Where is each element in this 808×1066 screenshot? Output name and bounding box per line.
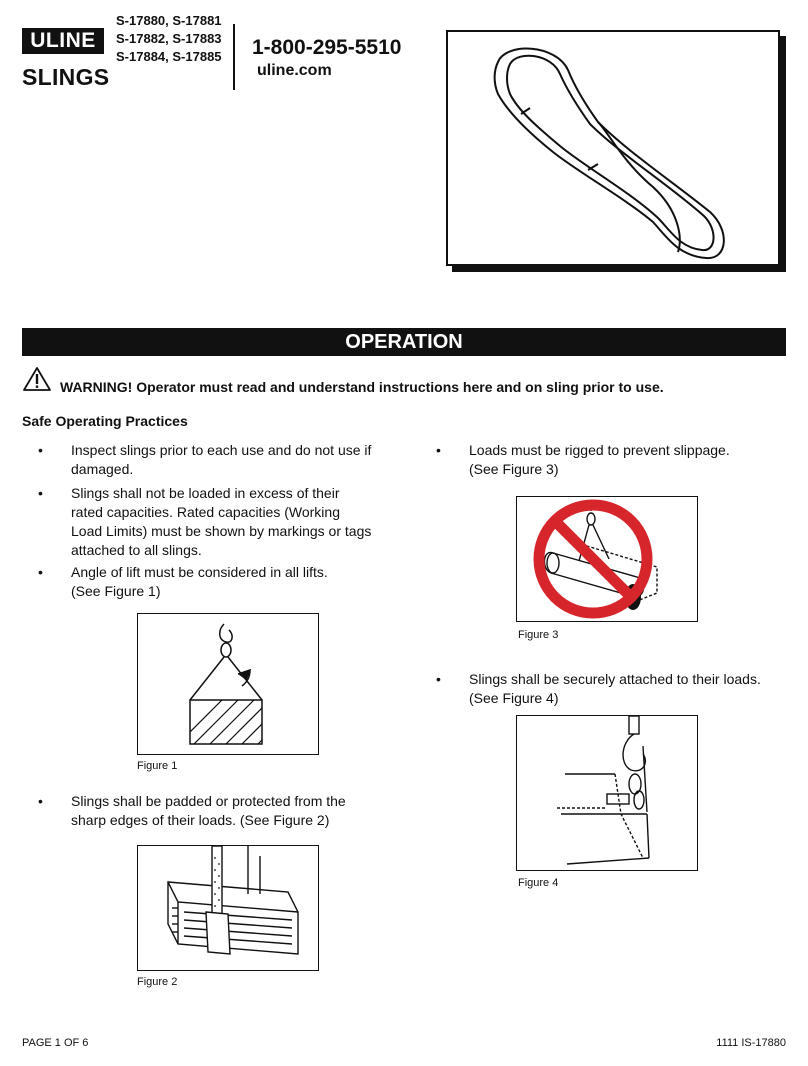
figure-2-caption: Figure 2 [137,976,178,988]
figure-2 [137,845,319,971]
hook-attachment-icon [517,716,699,872]
prohibited-rigging-icon [517,497,699,623]
list-item [436,670,786,710]
figure-3 [516,496,698,622]
padded-sling-icon [138,846,320,972]
list-item [38,484,398,562]
bullet-line: Slings shall be securely attached to their loads. [469,671,761,687]
bullet-line: Loads must be rigged to prevent slippage. [469,442,730,458]
list-item [38,563,398,603]
bullet-dot: • [436,671,441,687]
bullet-line: attached to all slings. [71,542,202,558]
list-item [436,441,786,481]
figure-4-caption: Figure 4 [518,877,559,889]
bullet-dot: • [436,442,441,458]
bullet-line: Slings shall be padded or protected from the [71,793,346,809]
bullet-line: (See Figure 1) [71,583,161,599]
warning-text: WARNING! Operator must read and understand instructions here and on sling prior to use. [60,379,664,395]
angle-of-lift-icon [138,614,320,756]
bullet-dot: • [38,793,43,809]
model-line: S-17880, S-17881 [116,13,222,28]
warning-triangle-icon [22,366,52,392]
figure-1 [137,613,319,755]
model-line: S-17884, S-17885 [116,49,222,64]
list-item [38,792,398,832]
document-code: 1111 IS-17880 [716,1037,786,1049]
model-line: S-17882, S-17883 [116,31,222,46]
bullet-line: damaged. [71,461,134,477]
list-item [38,441,398,481]
bullet-dot: • [38,485,43,501]
bullet-dot: • [38,564,43,580]
bullet-line: sharp edges of their loads. (See Figure 2) [71,812,330,828]
website-link[interactable]: uline.com [257,62,332,79]
page-number: PAGE 1 OF 6 [22,1037,89,1049]
document-title: SLINGS [22,64,110,90]
bullet-line: Load Limits) must be shown by markings or tags [71,523,372,539]
bullet-dot: • [38,442,43,458]
bullet-line: (See Figure 3) [469,461,559,477]
bullet-line: Inspect slings prior to each use and do not use if [71,442,372,458]
bullet-line: rated capacities. Rated capacities (Working [71,504,340,520]
safe-practices-heading: Safe Operating Practices [22,413,188,429]
header-divider [233,24,235,90]
section-title-operation: OPERATION [22,328,786,356]
bullet-line: (See Figure 4) [469,690,559,706]
phone-number: 1-800-295-5510 [252,36,402,59]
sling-icon [448,32,778,264]
sling-illustration [446,30,780,266]
bullet-line: Angle of lift must be considered in all lifts. [71,564,328,580]
figure-1-caption: Figure 1 [137,760,178,772]
bullet-line: Slings shall not be loaded in excess of their [71,485,340,501]
figure-4 [516,715,698,871]
figure-3-caption: Figure 3 [518,629,559,641]
uline-logo: ULINE [22,28,104,54]
model-numbers [116,12,222,66]
